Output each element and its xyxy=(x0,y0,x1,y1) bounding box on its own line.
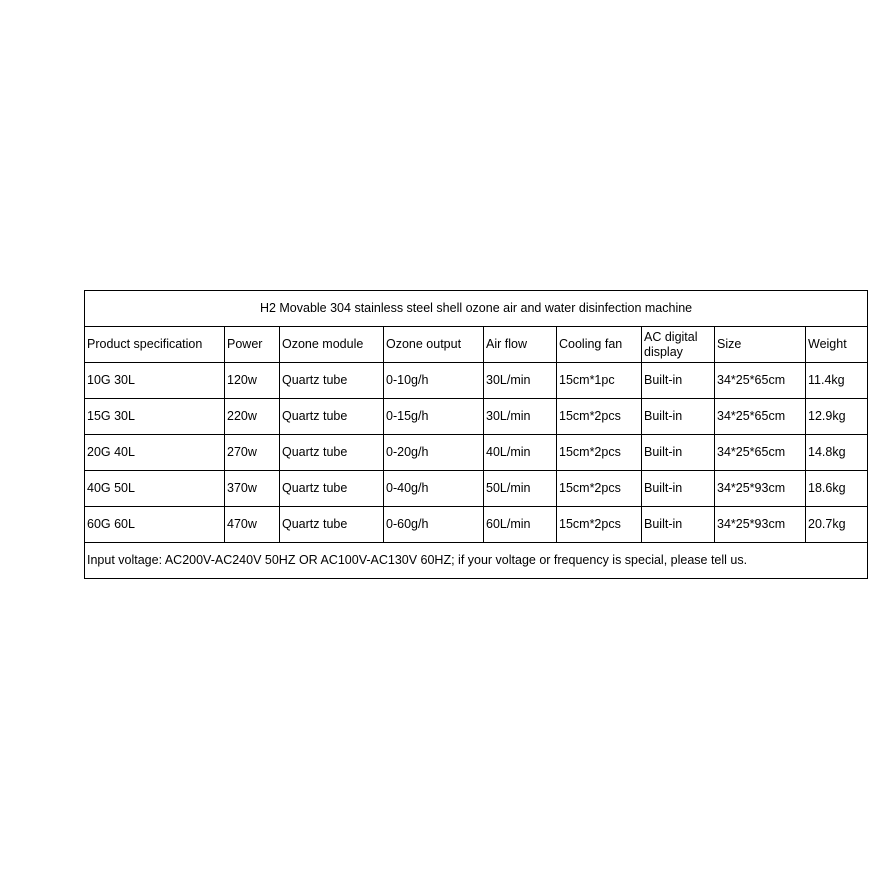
cell-cooling-fan: 15cm*2pcs xyxy=(557,399,642,435)
cell-air-flow: 60L/min xyxy=(484,507,557,543)
cell-weight: 18.6kg xyxy=(806,471,868,507)
cell-weight: 12.9kg xyxy=(806,399,868,435)
cell-ac-digital-display: Built-in xyxy=(642,435,715,471)
cell-weight: 20.7kg xyxy=(806,507,868,543)
spec-table xyxy=(84,290,868,579)
cell-product-specification: 60G 60L xyxy=(85,507,225,543)
table-row xyxy=(85,471,868,507)
title-row xyxy=(85,291,868,327)
header-row xyxy=(85,327,868,363)
cell-power: 220w xyxy=(225,399,280,435)
cell-power: 120w xyxy=(225,363,280,399)
header-air-flow: Air flow xyxy=(484,327,557,363)
cell-ozone-output: 0-15g/h xyxy=(384,399,484,435)
cell-size: 34*25*65cm xyxy=(715,399,806,435)
cell-ozone-module: Quartz tube xyxy=(280,363,384,399)
header-power: Power xyxy=(225,327,280,363)
note-row xyxy=(85,543,868,579)
cell-air-flow: 30L/min xyxy=(484,399,557,435)
cell-ac-digital-display: Built-in xyxy=(642,471,715,507)
cell-weight: 14.8kg xyxy=(806,435,868,471)
table-row xyxy=(85,507,868,543)
cell-ozone-output: 0-20g/h xyxy=(384,435,484,471)
cell-cooling-fan: 15cm*2pcs xyxy=(557,435,642,471)
cell-ac-digital-display: Built-in xyxy=(642,507,715,543)
cell-power: 470w xyxy=(225,507,280,543)
cell-power: 370w xyxy=(225,471,280,507)
cell-size: 34*25*65cm xyxy=(715,435,806,471)
header-ozone-module: Ozone module xyxy=(280,327,384,363)
cell-cooling-fan: 15cm*1pc xyxy=(557,363,642,399)
cell-product-specification: 10G 30L xyxy=(85,363,225,399)
cell-air-flow: 50L/min xyxy=(484,471,557,507)
cell-air-flow: 40L/min xyxy=(484,435,557,471)
cell-size: 34*25*93cm xyxy=(715,507,806,543)
cell-ac-digital-display: Built-in xyxy=(642,363,715,399)
cell-ozone-output: 0-10g/h xyxy=(384,363,484,399)
cell-product-specification: 15G 30L xyxy=(85,399,225,435)
cell-ozone-output: 0-60g/h xyxy=(384,507,484,543)
cell-cooling-fan: 15cm*2pcs xyxy=(557,507,642,543)
table-row xyxy=(85,363,868,399)
cell-ac-digital-display: Built-in xyxy=(642,399,715,435)
cell-ozone-module: Quartz tube xyxy=(280,471,384,507)
cell-ozone-module: Quartz tube xyxy=(280,435,384,471)
header-ac-digital-display: AC digital display xyxy=(642,327,715,363)
cell-size: 34*25*93cm xyxy=(715,471,806,507)
cell-ozone-module: Quartz tube xyxy=(280,507,384,543)
cell-cooling-fan: 15cm*2pcs xyxy=(557,471,642,507)
input-voltage-note: Input voltage: AC200V-AC240V 50HZ OR AC100V-AC130V 60HZ; if your voltage or frequency is special, please tell us. xyxy=(85,543,868,579)
cell-ozone-module: Quartz tube xyxy=(280,399,384,435)
cell-air-flow: 30L/min xyxy=(484,363,557,399)
cell-product-specification: 40G 50L xyxy=(85,471,225,507)
table-row xyxy=(85,435,868,471)
header-product-specification: Product specification xyxy=(85,327,225,363)
table-row xyxy=(85,399,868,435)
header-ozone-output: Ozone output xyxy=(384,327,484,363)
cell-product-specification: 20G 40L xyxy=(85,435,225,471)
cell-ozone-output: 0-40g/h xyxy=(384,471,484,507)
cell-weight: 11.4kg xyxy=(806,363,868,399)
cell-power: 270w xyxy=(225,435,280,471)
table-title: H2 Movable 304 stainless steel shell ozone air and water disinfection machine xyxy=(85,291,868,327)
header-size: Size xyxy=(715,327,806,363)
cell-size: 34*25*65cm xyxy=(715,363,806,399)
header-cooling-fan: Cooling fan xyxy=(557,327,642,363)
header-weight: Weight xyxy=(806,327,868,363)
